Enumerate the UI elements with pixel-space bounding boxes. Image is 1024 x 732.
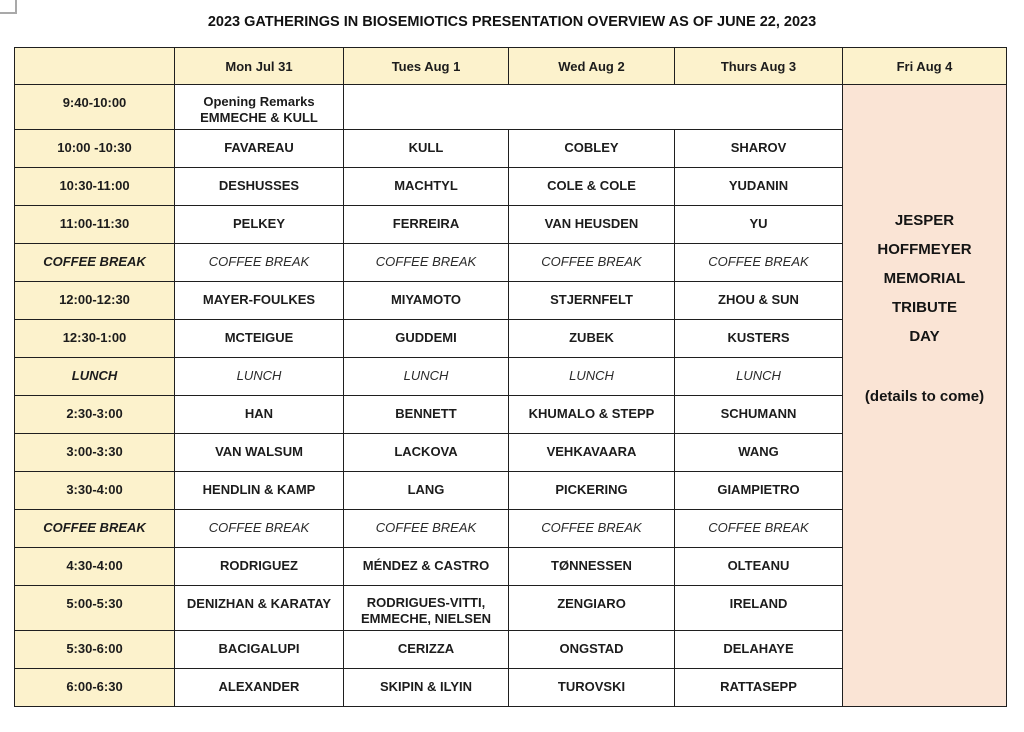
session-cell: KUSTERS (675, 320, 843, 358)
session-cell: MAYER-FOULKES (175, 282, 344, 320)
session-cell: LACKOVA (344, 434, 509, 472)
session-cell: WANG (675, 434, 843, 472)
session-cell: TØNNESSEN (509, 548, 675, 586)
session-cell: ALEXANDER (175, 669, 344, 707)
session-cell: BENNETT (344, 396, 509, 434)
break-label-cell: LUNCH (15, 358, 175, 396)
table-header-row (15, 48, 1007, 85)
time-slot-cell: 3:00-3:30 (15, 434, 175, 472)
session-cell (344, 586, 509, 631)
cell-text-line: EMMECHE, NIELSEN (360, 611, 491, 626)
session-cell: RODRIGUEZ (175, 548, 344, 586)
session-cell: KHUMALO & STEPP (509, 396, 675, 434)
time-slot-cell: 6:00-6:30 (15, 669, 175, 707)
session-cell: HAN (175, 396, 344, 434)
session-cell: VAN HEUSDEN (509, 206, 675, 244)
session-cell: SHAROV (675, 130, 843, 168)
time-slot-cell: 5:00-5:30 (15, 586, 175, 631)
friday-note: (details to come) (864, 388, 985, 405)
session-cell: CERIZZA (344, 631, 509, 669)
friday-tribute-line: MEMORIAL (883, 270, 966, 287)
session-cell: DELAHAYE (675, 631, 843, 669)
page-title: 2023 GATHERINGS IN BIOSEMIOTICS PRESENTATION OVERVIEW AS OF JUNE 22, 2023 (207, 14, 817, 30)
empty-merged-cell (344, 85, 843, 130)
break-cell: LUNCH (175, 358, 344, 396)
session-cell: YU (675, 206, 843, 244)
session-cell: COLE & COLE (509, 168, 675, 206)
time-slot-cell: 4:30-4:00 (15, 548, 175, 586)
friday-tribute-line: JESPER (894, 212, 955, 229)
cell-text-line: Opening Remarks (203, 94, 315, 109)
time-slot-cell: 10:30-11:00 (15, 168, 175, 206)
friday-tribute-line: HOFFMEYER (877, 241, 972, 258)
session-cell: ZHOU & SUN (675, 282, 843, 320)
session-cell: IRELAND (675, 586, 843, 631)
session-cell: GUDDEMI (344, 320, 509, 358)
header-cell-day: Wed Aug 2 (509, 48, 675, 85)
session-cell: FAVAREAU (175, 130, 344, 168)
break-cell: COFFEE BREAK (344, 244, 509, 282)
table-body (15, 85, 1007, 707)
break-label-cell: COFFEE BREAK (15, 510, 175, 548)
time-slot-cell: 10:00 -10:30 (15, 130, 175, 168)
session-cell: GIAMPIETRO (675, 472, 843, 510)
session-cell: PELKEY (175, 206, 344, 244)
session-cell: SKIPIN & ILYIN (344, 669, 509, 707)
session-cell: HENDLIN & KAMP (175, 472, 344, 510)
break-cell: COFFEE BREAK (344, 510, 509, 548)
header-cell-day: Fri Aug 4 (843, 48, 1007, 85)
header-cell-day: Tues Aug 1 (344, 48, 509, 85)
header-cell-day: Mon Jul 31 (175, 48, 344, 85)
session-cell: DESHUSSES (175, 168, 344, 206)
session-cell: LANG (344, 472, 509, 510)
session-cell: VEHKAVAARA (509, 434, 675, 472)
session-cell: OLTEANU (675, 548, 843, 586)
session-cell: MACHTYL (344, 168, 509, 206)
session-cell: PICKERING (509, 472, 675, 510)
time-slot-cell: 9:40-10:00 (15, 85, 175, 130)
page-corner-artifact (0, 0, 17, 14)
time-slot-cell: 11:00-11:30 (15, 206, 175, 244)
session-cell: YUDANIN (675, 168, 843, 206)
break-cell: LUNCH (675, 358, 843, 396)
time-slot-cell: 3:30-4:00 (15, 472, 175, 510)
time-slot-cell: 12:30-1:00 (15, 320, 175, 358)
session-cell: ONGSTAD (509, 631, 675, 669)
break-cell: COFFEE BREAK (175, 510, 344, 548)
session-cell: ZUBEK (509, 320, 675, 358)
session-cell: FERREIRA (344, 206, 509, 244)
session-cell: STJERNFELT (509, 282, 675, 320)
friday-tribute-line: DAY (909, 328, 940, 345)
friday-tribute-cell (843, 85, 1007, 707)
presentation-schedule-table (14, 47, 1007, 707)
time-slot-cell: 2:30-3:00 (15, 396, 175, 434)
break-label-cell: COFFEE BREAK (15, 244, 175, 282)
session-cell: TUROVSKI (509, 669, 675, 707)
break-cell: COFFEE BREAK (509, 244, 675, 282)
session-cell: BACIGALUPI (175, 631, 344, 669)
session-cell: VAN WALSUM (175, 434, 344, 472)
friday-tribute-line: TRIBUTE (892, 299, 957, 316)
header-cell-empty (15, 48, 175, 85)
session-cell: RATTASEPP (675, 669, 843, 707)
session-cell: MCTEIGUE (175, 320, 344, 358)
cell-text-line: EMMECHE & KULL (200, 110, 318, 125)
break-cell: LUNCH (344, 358, 509, 396)
break-cell: COFFEE BREAK (175, 244, 344, 282)
break-cell: COFFEE BREAK (675, 244, 843, 282)
break-cell: COFFEE BREAK (675, 510, 843, 548)
schedule-row (15, 85, 1007, 130)
session-cell: DENIZHAN & KARATAY (175, 586, 344, 631)
break-cell: COFFEE BREAK (509, 510, 675, 548)
session-cell: MÉNDEZ & CASTRO (344, 548, 509, 586)
session-cell (175, 85, 344, 130)
time-slot-cell: 12:00-12:30 (15, 282, 175, 320)
header-cell-day: Thurs Aug 3 (675, 48, 843, 85)
session-cell: KULL (344, 130, 509, 168)
break-cell: LUNCH (509, 358, 675, 396)
time-slot-cell: 5:30-6:00 (15, 631, 175, 669)
session-cell: SCHUMANN (675, 396, 843, 434)
session-cell: MIYAMOTO (344, 282, 509, 320)
cell-text-line: RODRIGUES-VITTI, (366, 595, 486, 610)
session-cell: ZENGIARO (509, 586, 675, 631)
session-cell: COBLEY (509, 130, 675, 168)
